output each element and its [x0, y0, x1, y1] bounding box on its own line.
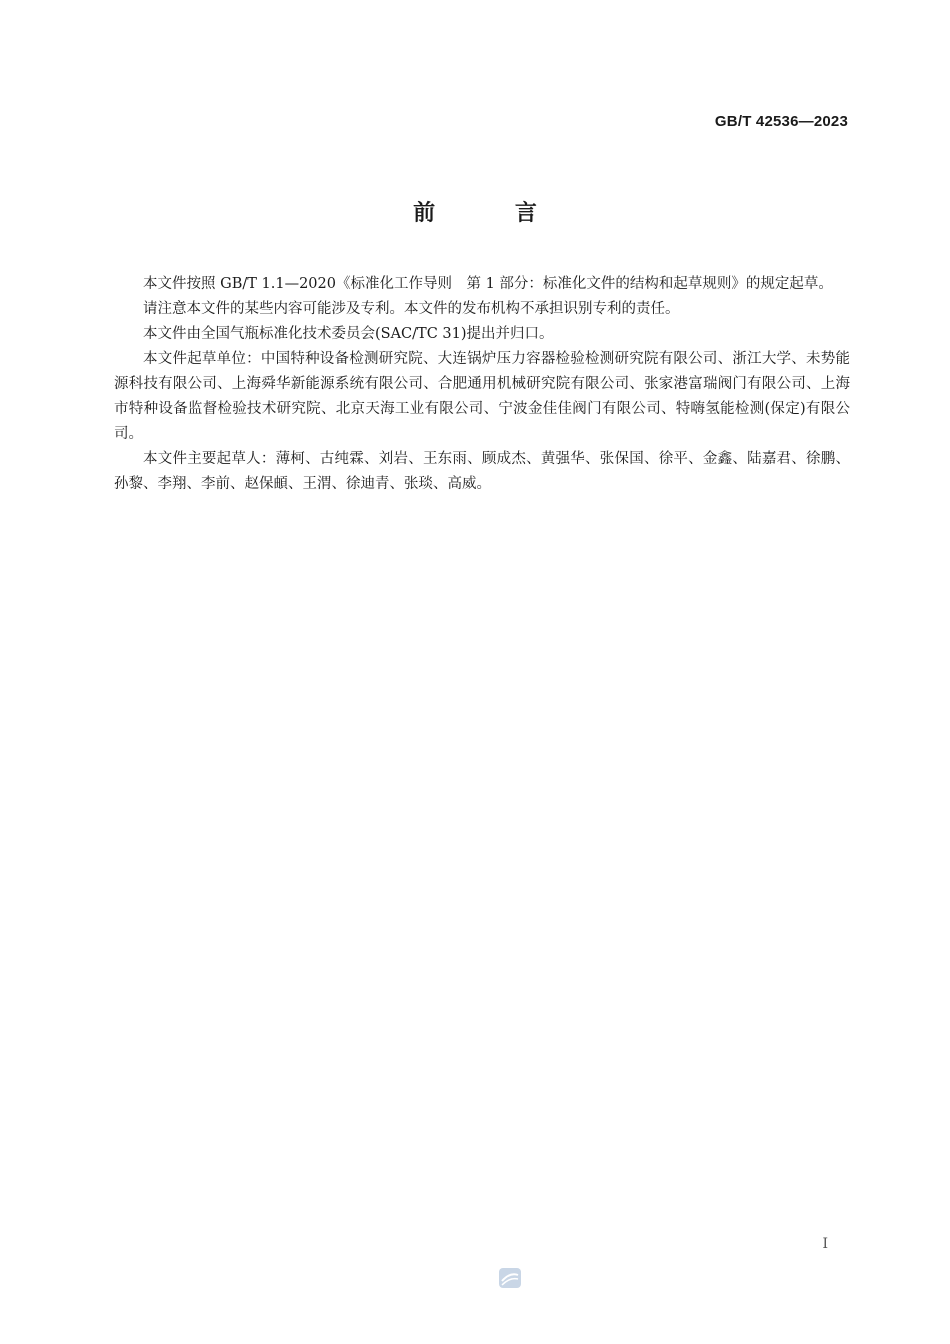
page-number: Ⅰ	[822, 1236, 828, 1252]
paragraph: 本文件主要起草人：薄柯、古纯霖、刘岩、王东雨、顾成杰、黄强华、张保国、徐平、金鑫、陆嘉君、徐鹏、孙黎、李翔、李前、赵保頔、王渭、徐迪青、张琰、高威。	[114, 451, 850, 492]
page-title: 前 言	[413, 201, 573, 226]
paragraph: 本文件起草单位：中国特种设备检测研究院、大连锅炉压力容器检验检测研究院有限公司、浙江大学、未势能源科技有限公司、上海舜华新能源系统有限公司、合肥通用机械研究院有限公司、张家港富瑞阀门有限公司、上海市特种设备监督检验技术研究院、北京天海工业有限公司、宁波金佳佳阀门有限公司、特嗨氢能检测(保定)有限公司。	[114, 351, 850, 442]
document-number: GB/T 42536—2023	[714, 113, 848, 130]
paragraph: 请注意本文件的某些内容可能涉及专利。本文件的发布机构不承担识别专利的责任。	[143, 301, 680, 317]
sac-logo-icon	[496, 1266, 524, 1290]
paragraph: 本文件由全国气瓶标准化技术委员会(SAC/TC 31)提出并归口。	[143, 326, 554, 342]
paragraph: 本文件按照 GB/T 1.1—2020《标准化工作导则 第 1 部分：标准化文件的结构和起草规则》的规定起草。	[143, 276, 833, 292]
document-body	[114, 272, 850, 497]
